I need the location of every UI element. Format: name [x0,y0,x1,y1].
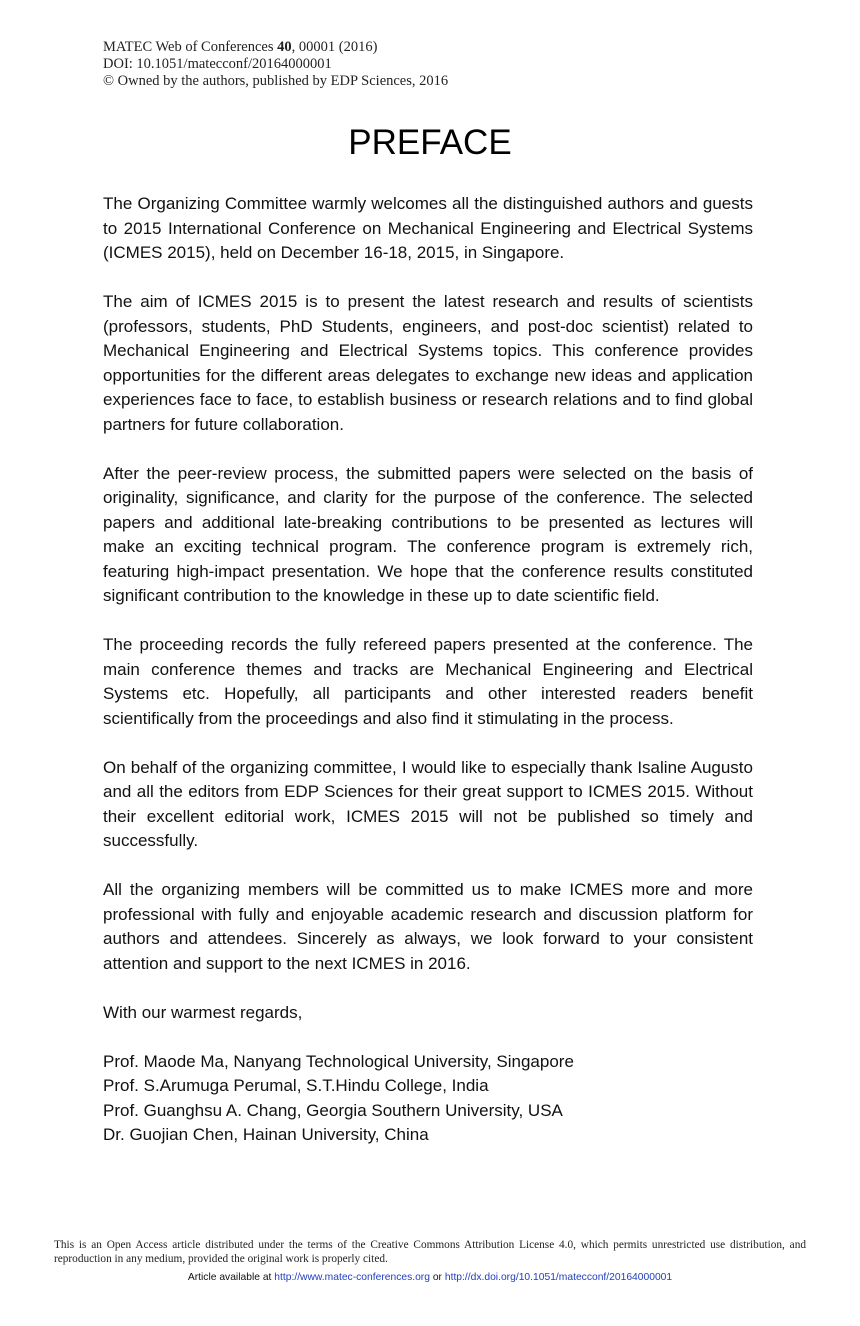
preface-body [103,192,753,1148]
signature-line: Prof. Guanghsu A. Chang, Georgia Southern University, USA [103,1100,563,1120]
journal-volume: 40 [277,39,292,55]
paragraph-commitment: All the organizing members will be committed us to make ICMES more and more professional with fully and enjoyable academic research and discussion platform for authors and attendees. Sincerely as always, we look forward to your consistent attention and support to the next ICMES in 2016. [103,880,753,973]
page-title: PREFACE [348,123,512,162]
signature-list [103,1050,753,1148]
document-header [103,39,448,90]
journal-citation [103,39,448,56]
signature-line: Dr. Guojian Chen, Hainan University, China [103,1125,429,1144]
doi-link[interactable]: http://dx.doi.org/10.1051/matecconf/20164000001 [444,1272,673,1283]
matec-link[interactable]: http://www.matec-conferences.org [274,1272,430,1283]
paragraph-review: After the peer-review process, the submitted papers were selected on the basis of originality, significance, and clarity for the purpose of the conference. The selected papers and additional late-breaking contributions to be presented as lectures will make an exciting technical program. The conference program is extremely rich, featuring high-impact presentation. We hope that the conference results constituted significant contribution to the knowledge in these up to date scientific field. [103,463,753,605]
doi-line: DOI: 10.1051/matecconf/20164000001 [103,56,332,72]
paragraph-thanks: On behalf of the organizing committee, I would like to especially thank Isaline Augusto and all the editors from EDP Sciences for their great support to ICMES 2015. Without their excellent editorial work, ICMES 2015 will not be published so timely and successfully. [103,757,753,850]
signature-line: Prof. S.Arumuga Perumal, S.T.Hindu College, India [103,1076,489,1095]
article-number-year: , 00001 (2016) [291,39,378,55]
journal-name: MATEC Web of Conferences [103,39,274,55]
signature-line: Prof. Maode Ma, Nanyang Technological University, Singapore [103,1051,574,1071]
paragraph-welcome: The Organizing Committee warmly welcomes all the distinguished authors and guests to 2015 International Conference on Mechanical Engineering and Electrical Systems (ICMES 2015), held on December 16-18, 2015, in Singapore. [103,194,753,262]
copyright-line: © Owned by the authors, published by EDP Sciences, 2016 [103,73,449,89]
or-text: or [429,1272,445,1283]
paragraph-aim: The aim of ICMES 2015 is to present the latest research and results of scientists (professors, students, PhD Students, engineers, and post-doc scientist) related to Mechanical Engineering and Electrical Systems topics. This conference provides opportunities for the different areas delegates to exchange new ideas and application experiences face to face, to establish business or research relations and to find global partners for future collaboration. [103,292,753,434]
closing-regards: With our warmest regards, [103,1002,303,1022]
article-availability [0,1271,860,1285]
license-notice: This is an Open Access article distributed under the terms of the Creative Commons Attribution License 4.0, which permits unrestricted use distribution, and reproduction in any medium, provided the original work is properly cited. [54,1239,806,1265]
paragraph-proceeding: The proceeding records the fully refereed papers presented at the conference. The main conference themes and tracks are Mechanical Engineering and Electrical Systems etc. Hopefully, all participants and other interested readers benefit scientifically from the proceedings and also find it stimulating in the process. [103,635,753,728]
article-prefix: Article available at [187,1272,275,1283]
